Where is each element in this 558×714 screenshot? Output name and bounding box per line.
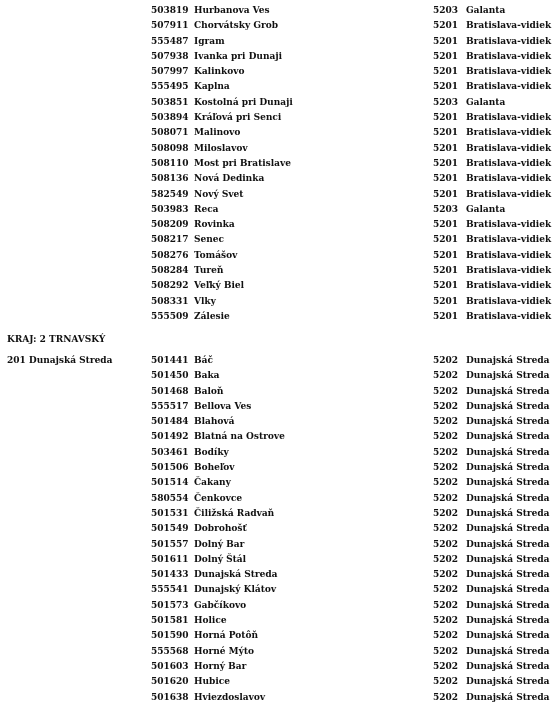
district-name: Dunajská Streda: [466, 600, 550, 611]
municipality-name: Chorvátsky Grob: [194, 21, 279, 32]
table-row: [0, 310, 558, 325]
municipality-code: 508331: [151, 296, 189, 307]
district-name: Dunajská Streda: [466, 478, 550, 489]
municipality-name: Dolný Bar: [194, 539, 245, 550]
table-row: [0, 507, 558, 522]
table-row: [0, 233, 558, 248]
district-name: Dunajská Streda: [466, 539, 550, 550]
table-row: [0, 50, 558, 65]
municipality-code: 501531: [151, 508, 189, 519]
table-row: [0, 354, 558, 369]
district-label: 201 Dunajská Streda: [7, 356, 113, 366]
municipality-code: 501620: [151, 677, 189, 688]
district-code: 5201: [433, 158, 459, 169]
district-name: Dunajská Streda: [466, 432, 550, 443]
municipality-code: 501611: [151, 554, 189, 565]
municipality-name: Kráľová pri Senci: [194, 113, 282, 124]
district-code: 5202: [433, 417, 459, 428]
municipality-name: Miloslavov: [194, 143, 248, 154]
municipality-name: Zálesie: [194, 311, 230, 322]
district-code: 5202: [433, 356, 459, 366]
municipality-name: Kostolná pri Dunaji: [194, 97, 293, 108]
municipality-name: Most pri Bratislave: [194, 158, 291, 169]
district-name: Dunajská Streda: [466, 570, 550, 581]
district-name: Bratislava-vidiek: [466, 281, 552, 292]
municipality-code: 555509: [151, 311, 189, 322]
district-code: 5201: [433, 311, 459, 322]
district-name: Dunajská Streda: [466, 386, 550, 397]
municipality-code: 503983: [151, 204, 189, 215]
district-name: Bratislava-vidiek: [466, 21, 552, 32]
municipality-name: Blahová: [194, 417, 235, 428]
municipality-code: 507938: [151, 51, 189, 62]
table-row: [0, 96, 558, 111]
table-row: [0, 691, 558, 706]
table-row: [0, 19, 558, 34]
district-name: Bratislava-vidiek: [466, 220, 552, 231]
municipality-code: 508071: [151, 128, 189, 139]
municipality-code: 507997: [151, 67, 189, 78]
district-name: Dunajská Streda: [466, 417, 550, 428]
district-code: 5202: [433, 371, 459, 382]
municipality-name: Baka: [194, 371, 220, 382]
table-row: [0, 522, 558, 537]
district-code: 5202: [433, 401, 459, 412]
table-row: [0, 218, 558, 233]
municipality-code: 501549: [151, 524, 189, 535]
district-code: 5202: [433, 646, 459, 657]
table-row: [0, 461, 558, 476]
table-row: [0, 35, 558, 50]
municipality-name: Nová Dedinka: [194, 174, 265, 185]
district-code: 5201: [433, 21, 459, 32]
municipality-name: Horný Bar: [194, 661, 247, 672]
district-name: Galanta: [466, 6, 506, 16]
municipality-code: 508284: [151, 266, 189, 277]
municipality-code: 501590: [151, 631, 189, 642]
municipality-name: Horné Mýto: [194, 646, 255, 657]
table-row: [0, 446, 558, 461]
kraj-heading: KRAJ: 2 TRNAVSKÝ: [7, 335, 106, 345]
district-name: Dunajská Streda: [466, 646, 550, 657]
district-name: Bratislava-vidiek: [466, 189, 552, 200]
district-code: 5201: [433, 266, 459, 277]
table-row: [0, 430, 558, 445]
district-code: 5202: [433, 478, 459, 489]
district-code: 5202: [433, 432, 459, 443]
municipality-list-top: [0, 4, 558, 325]
district-name: Bratislava-vidiek: [466, 266, 552, 277]
municipality-name: Dobrohošť: [194, 524, 247, 535]
table-row: [0, 369, 558, 384]
district-code: 5201: [433, 51, 459, 62]
district-code: 5201: [433, 220, 459, 231]
municipality-name: Reca: [194, 204, 219, 215]
district-code: 5201: [433, 189, 459, 200]
municipality-name: Čakany: [194, 478, 231, 489]
table-row: [0, 385, 558, 400]
municipality-name: Ivanka pri Dunaji: [194, 51, 283, 62]
municipality-name: Čenkovce: [194, 493, 243, 504]
district-code: 5203: [433, 6, 459, 16]
municipality-code: 501492: [151, 432, 189, 443]
municipality-code: 503819: [151, 6, 189, 16]
district-name: Bratislava-vidiek: [466, 51, 552, 62]
municipality-code: 555495: [151, 82, 189, 93]
municipality-name: Hurbanova Ves: [194, 6, 270, 16]
municipality-name: Dunajská Streda: [194, 570, 278, 581]
district-code: 5202: [433, 554, 459, 565]
district-name: Dunajská Streda: [466, 524, 550, 535]
municipality-name: Igram: [194, 36, 225, 47]
district-name: Galanta: [466, 97, 506, 108]
district-name: Bratislava-vidiek: [466, 82, 552, 93]
municipality-code: 508110: [151, 158, 189, 169]
table-row: [0, 400, 558, 415]
municipality-name: Kaplna: [194, 82, 230, 93]
district-name: Dunajská Streda: [466, 356, 550, 366]
district-code: 5202: [433, 524, 459, 535]
municipality-code: 503461: [151, 447, 189, 458]
table-row: [0, 142, 558, 157]
municipality-code: 501468: [151, 386, 189, 397]
district-code: 5203: [433, 97, 459, 108]
district-code: 5201: [433, 67, 459, 78]
municipality-name: Rovinka: [194, 220, 235, 231]
district-code: 5202: [433, 463, 459, 474]
municipality-code: 508292: [151, 281, 189, 292]
municipality-code: 501603: [151, 661, 189, 672]
district-code: 5202: [433, 570, 459, 581]
municipality-code: 501484: [151, 417, 189, 428]
district-name: Bratislava-vidiek: [466, 235, 552, 246]
municipality-code: 508136: [151, 174, 189, 185]
district-name: Bratislava-vidiek: [466, 67, 552, 78]
table-row: [0, 645, 558, 660]
district-code: 5201: [433, 174, 459, 185]
district-code: 5202: [433, 661, 459, 672]
district-name: Dunajská Streda: [466, 493, 550, 504]
district-code: 5202: [433, 493, 459, 504]
district-code: 5202: [433, 600, 459, 611]
municipality-name: Bodíky: [194, 447, 229, 458]
district-name: Bratislava-vidiek: [466, 143, 552, 154]
municipality-name: Malinovo: [194, 128, 241, 139]
table-row: [0, 614, 558, 629]
municipality-name: Kalinkovo: [194, 67, 245, 78]
district-name: Dunajská Streda: [466, 692, 550, 703]
district-code: 5202: [433, 616, 459, 627]
municipality-code: 507911: [151, 21, 189, 32]
district-name: Dunajská Streda: [466, 631, 550, 642]
table-row: [0, 568, 558, 583]
table-row: [0, 660, 558, 675]
municipality-code: 508276: [151, 250, 189, 261]
municipality-name: Nový Svet: [194, 189, 244, 200]
district-name: Bratislava-vidiek: [466, 36, 552, 47]
municipality-name: Blatná na Ostrove: [194, 432, 285, 443]
district-name: Dunajská Streda: [466, 616, 550, 627]
municipality-code: 508217: [151, 235, 189, 246]
municipality-code: 501514: [151, 478, 189, 489]
district-code: 5202: [433, 677, 459, 688]
table-row: [0, 203, 558, 218]
municipality-name: Dolný Štál: [194, 554, 247, 565]
district-name: Galanta: [466, 204, 506, 215]
municipality-name: Tomášov: [194, 250, 238, 261]
district-name: Dunajská Streda: [466, 463, 550, 474]
table-row: [0, 629, 558, 644]
table-row: [0, 172, 558, 187]
table-row: [0, 264, 558, 279]
district-code: 5202: [433, 508, 459, 519]
district-code: 5202: [433, 585, 459, 596]
district-code: 5201: [433, 281, 459, 292]
district-code: 5201: [433, 113, 459, 124]
district-name: Dunajská Streda: [466, 661, 550, 672]
municipality-code: 501573: [151, 600, 189, 611]
municipality-code: 582549: [151, 189, 189, 200]
district-code: 5201: [433, 143, 459, 154]
municipality-code: 503851: [151, 97, 189, 108]
municipality-code: 580554: [151, 493, 189, 504]
district-name: Dunajská Streda: [466, 554, 550, 565]
district-name: Bratislava-vidiek: [466, 311, 552, 322]
district-name: Dunajská Streda: [466, 677, 550, 688]
municipality-code: 501557: [151, 539, 189, 550]
district-name: Bratislava-vidiek: [466, 113, 552, 124]
municipality-name: Dunajský Klátov: [194, 585, 277, 596]
district-code: 5202: [433, 631, 459, 642]
district-code: 5201: [433, 235, 459, 246]
district-name: Bratislava-vidiek: [466, 296, 552, 307]
district-name: Bratislava-vidiek: [466, 250, 552, 261]
municipality-code: 501441: [151, 356, 189, 366]
municipality-code: 508098: [151, 143, 189, 154]
municipality-name: Hubice: [194, 677, 230, 688]
municipality-name: Tureň: [194, 266, 224, 277]
table-row: [0, 476, 558, 491]
municipality-name: Holice: [194, 616, 227, 627]
municipality-code: 555487: [151, 36, 189, 47]
district-code: 5202: [433, 447, 459, 458]
municipality-name: Boheľov: [194, 463, 235, 474]
municipality-name: Báč: [194, 356, 213, 366]
district-name: Bratislava-vidiek: [466, 174, 552, 185]
district-code: 5201: [433, 36, 459, 47]
municipality-name: Bellova Ves: [194, 401, 252, 412]
district-code: 5201: [433, 250, 459, 261]
table-row: [0, 675, 558, 690]
table-row: [0, 599, 558, 614]
table-row: [0, 111, 558, 126]
district-name: Bratislava-vidiek: [466, 158, 552, 169]
district-code: 5201: [433, 128, 459, 139]
table-row: [0, 126, 558, 141]
municipality-name: Horná Potôň: [194, 631, 258, 642]
district-code: 5201: [433, 296, 459, 307]
table-row: [0, 279, 558, 294]
table-row: [0, 492, 558, 507]
municipality-code: 555517: [151, 401, 189, 412]
district-name: Dunajská Streda: [466, 508, 550, 519]
municipality-code: 501506: [151, 463, 189, 474]
table-row: [0, 415, 558, 430]
district-code: 5203: [433, 204, 459, 215]
table-row: [0, 65, 558, 80]
district-name: Dunajská Streda: [466, 585, 550, 596]
municipality-name: Veľký Biel: [194, 281, 245, 292]
table-row: [0, 295, 558, 310]
municipality-list-bottom: [0, 354, 558, 706]
district-name: Dunajská Streda: [466, 401, 550, 412]
table-row: [0, 553, 558, 568]
district-code: 5201: [433, 82, 459, 93]
municipality-code: 501433: [151, 570, 189, 581]
municipality-code: 503894: [151, 113, 189, 124]
table-row: [0, 157, 558, 172]
table-row: [0, 188, 558, 203]
table-row: [0, 538, 558, 553]
table-row: [0, 4, 558, 19]
municipality-name: Gabčíkovo: [194, 600, 247, 611]
district-code: 5202: [433, 692, 459, 703]
municipality-code: 555568: [151, 646, 189, 657]
municipality-name: Vlky: [194, 296, 216, 307]
district-code: 5202: [433, 539, 459, 550]
table-row: [0, 583, 558, 598]
municipality-name: Senec: [194, 235, 224, 246]
municipality-name: Baloň: [194, 386, 224, 397]
district-name: Dunajská Streda: [466, 447, 550, 458]
district-name: Bratislava-vidiek: [466, 128, 552, 139]
municipality-code: 508209: [151, 220, 189, 231]
municipality-code: 501450: [151, 371, 189, 382]
municipality-name: Čiližská Radvaň: [194, 508, 275, 519]
municipality-code: 501581: [151, 616, 189, 627]
district-name: Dunajská Streda: [466, 371, 550, 382]
municipality-code: 555541: [151, 585, 189, 596]
district-code: 5202: [433, 386, 459, 397]
municipality-code: 501638: [151, 692, 189, 703]
municipality-name: Hviezdoslavov: [194, 692, 266, 703]
table-row: [0, 80, 558, 95]
table-row: [0, 249, 558, 264]
